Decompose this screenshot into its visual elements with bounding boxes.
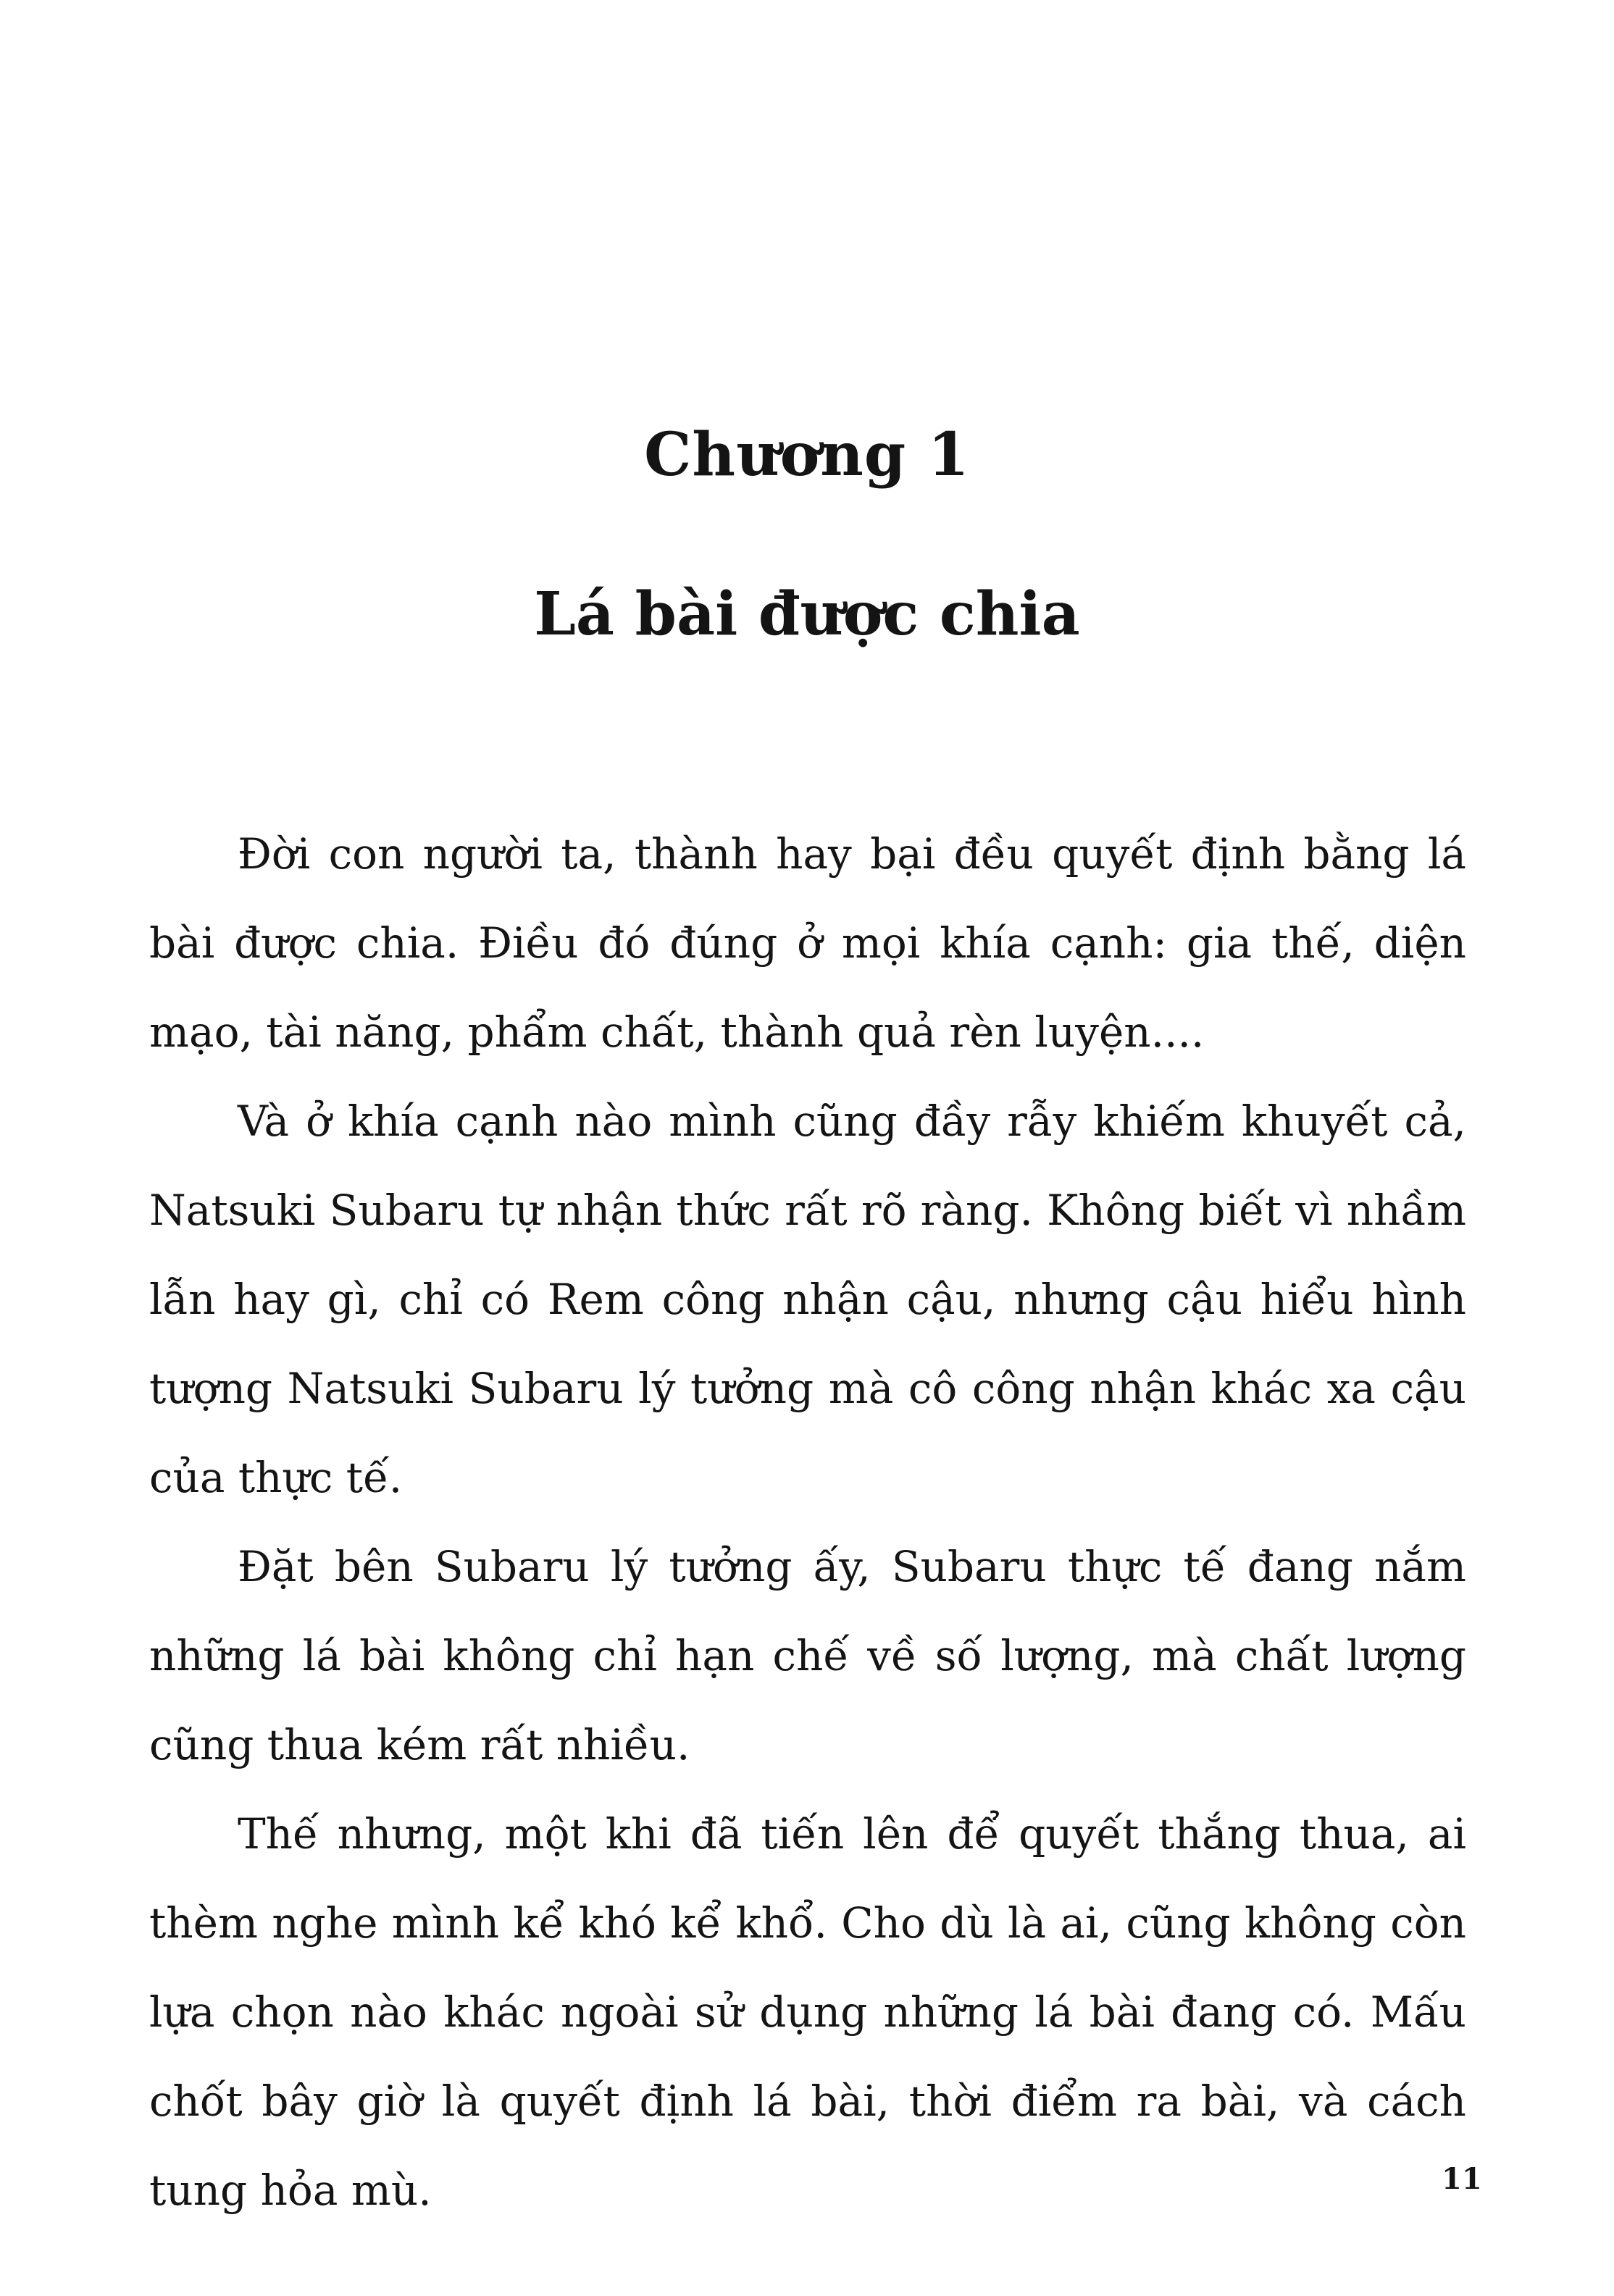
- paragraph: Và ở khía cạnh nào mình cũng đầy rẫy khiếm khuyết cả, Natsuki Subaru tự nhận thức rất rõ ràng. Không biết vì nhầm lẫn hay gì, chỉ có Rem công nhận cậu, nhưng cậu hiểu hình tượng Natsuki Subaru lý tưởng mà cô công nhận khác xa cậu của thực tế.: [149, 1097, 1466, 1502]
- chapter-body: [149, 810, 1466, 2235]
- paragraph: Đặt bên Subaru lý tưởng ấy, Subaru thực tế đang nắm những lá bài không chỉ hạn chế về số lượng, mà chất lượng cũng thua kém rất nhiều.: [149, 1542, 1466, 1769]
- paragraph: Thế nhưng, một khi đã tiến lên để quyết thắng thua, ai thèm nghe mình kể khó kể khổ. Cho dù là ai, cũng không còn lựa chọn nào khác ngoài sử dụng những lá bài đang có. Mấu chốt bây giờ là quyết định lá bài, thời điểm ra bài, và cách tung hỏa mù.: [149, 1809, 1466, 2215]
- page-number: 11: [1442, 2162, 1482, 2196]
- chapter-number: Chương 1: [644, 420, 970, 490]
- chapter-title: Lá bài được chia: [534, 579, 1080, 649]
- paragraph: Đời con người ta, thành hay bại đều quyết định bằng lá bài được chia. Điều đó đúng ở mọi khía cạnh: gia thế, diện mạo, tài năng, phẩm chất, thành quả rèn luyện....: [149, 829, 1466, 1057]
